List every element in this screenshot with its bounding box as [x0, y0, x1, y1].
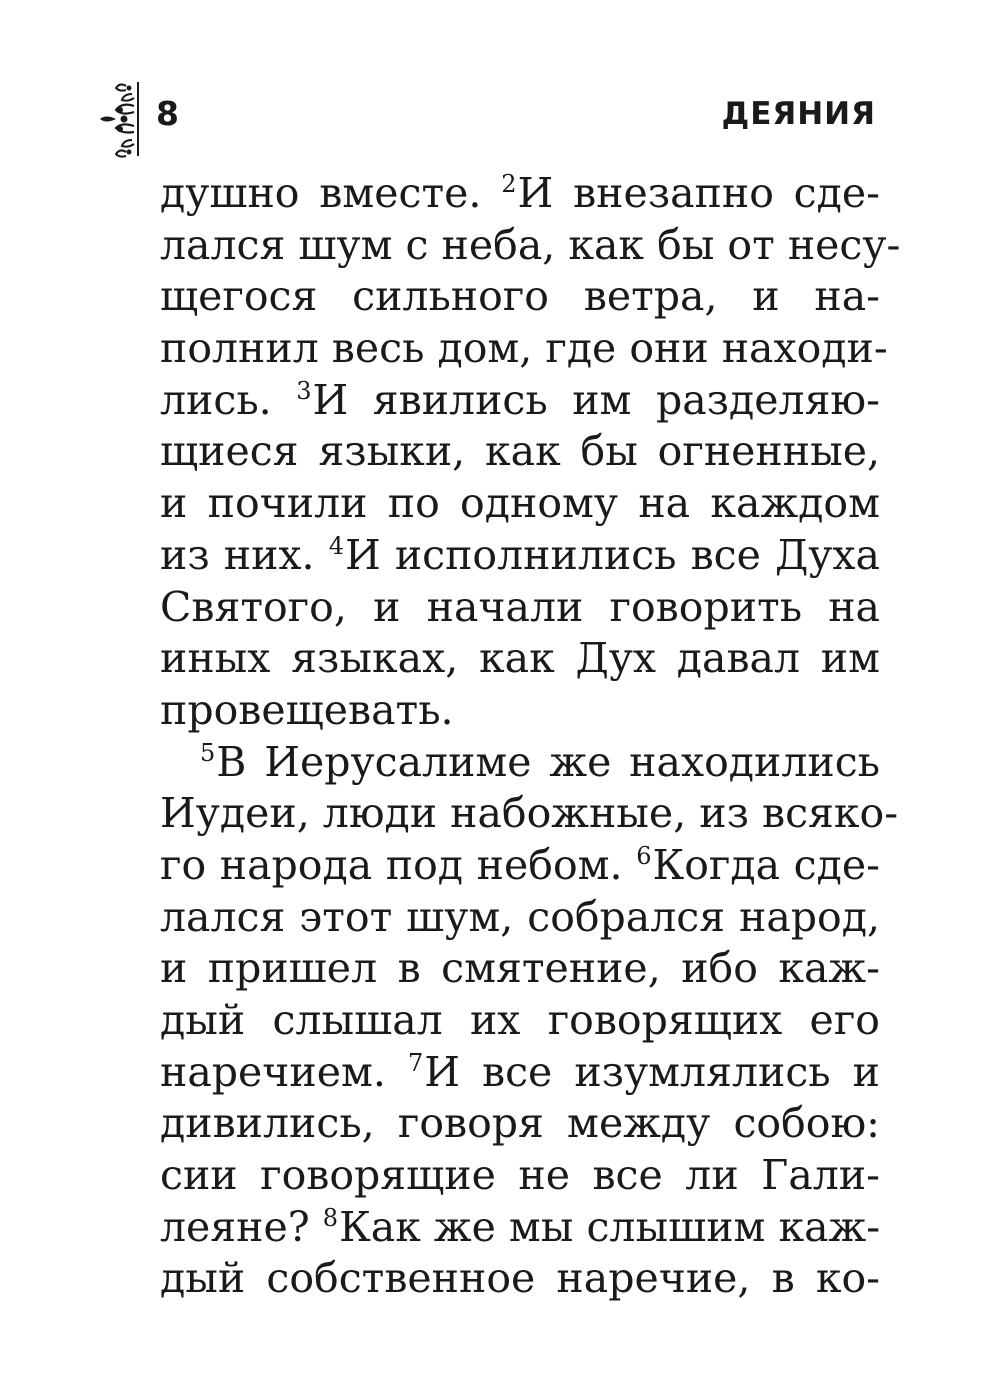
text-line: сии говорящие не все ли Гали- — [160, 1151, 880, 1200]
text-line: дый собственное наречие, в ко- — [160, 1254, 880, 1303]
text-line: Святого, и начали говорить на — [160, 582, 880, 631]
verse-number: 7 — [407, 1048, 424, 1077]
text-line: лись. $^3$И явились им разделяю- — [160, 375, 880, 424]
text-line: дый слышал их говорящих его — [160, 996, 880, 1044]
text-line: и пришел в смятение, ибо каж- — [160, 944, 880, 993]
text-line: леяне? $^8$Как же мы слышим каж- — [160, 1202, 881, 1251]
text-line: из них. $^4$И исполнились все Духа — [160, 530, 880, 579]
scripture-text — [160, 168, 901, 1305]
verse-number: 4 — [328, 531, 344, 560]
text-line: щиеся языки, как бы огненные, — [160, 427, 880, 476]
text-line: дивились, говоря между собою: — [160, 1099, 880, 1148]
floral-ornament-icon — [96, 80, 142, 158]
verse-number: 3 — [296, 376, 312, 405]
text-line: наречием. $^7$И все изумлялись и — [160, 1047, 880, 1096]
text-line: полнил весь дом, где они находи- — [160, 324, 888, 373]
text-line: душно вместе. $^2$И внезапно сде- — [160, 169, 880, 217]
text-line: $^5$В Иерусалиме же находились — [200, 737, 880, 786]
verse-number: 2 — [501, 170, 517, 198]
verse-number: 6 — [636, 841, 652, 870]
running-title: ДЕЯНИЯ — [721, 96, 876, 132]
verse-number: 8 — [322, 1203, 339, 1232]
page-header — [0, 80, 1000, 160]
text-line: иных языках, как Дух давал им — [160, 634, 880, 683]
text-line: го народа под небом. $^6$Когда сде- — [160, 840, 880, 889]
text-line: щегося сильного ветра, и на- — [160, 272, 880, 321]
text-line: лался этот шум, собрался народ, — [160, 892, 880, 941]
verse-number: 5 — [200, 738, 216, 767]
page-number: 8 — [156, 94, 179, 133]
text-line: лался шум с неба, как бы от несу- — [160, 220, 901, 269]
text-line: и почили по одному на каждом — [160, 479, 880, 528]
text-line: Иудеи, люди набожные, из всяко- — [160, 789, 899, 838]
text-line: провещевать. — [160, 685, 454, 734]
